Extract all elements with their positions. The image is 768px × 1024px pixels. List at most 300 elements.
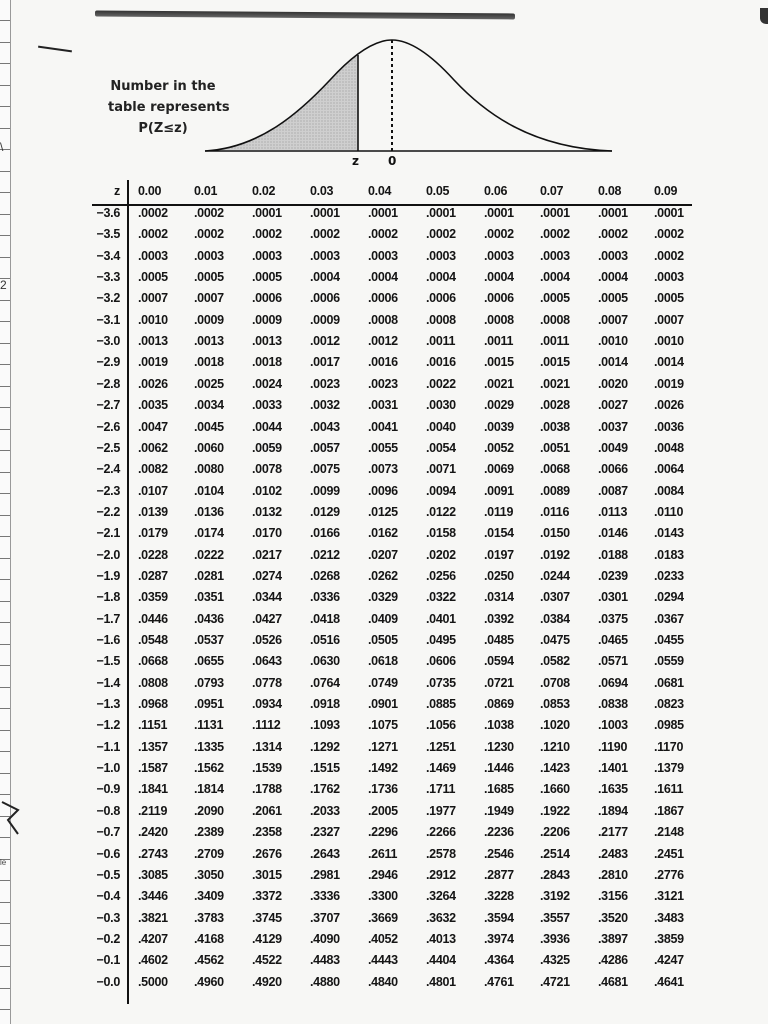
binder-tick (0, 558, 10, 559)
table-cell: .3228 (484, 889, 514, 904)
table-cell: .0582 (540, 654, 570, 669)
table-cell: .0951 (194, 697, 224, 712)
row-z-value: −2.2 (96, 504, 120, 519)
table-cell: .2327 (310, 825, 340, 840)
table-cell: .0104 (194, 483, 224, 498)
table-cell: .3409 (194, 889, 224, 904)
table-cell: .0239 (598, 568, 628, 583)
table-cell: .0019 (654, 376, 684, 391)
table-cell: .0049 (598, 440, 628, 455)
table-cell: .1335 (194, 739, 224, 754)
table-cell: .1210 (540, 739, 570, 754)
table-cell: .0002 (138, 227, 168, 242)
table-cell: .0024 (252, 376, 282, 391)
shaded-area (215, 55, 358, 150)
table-cell: .0003 (598, 248, 628, 263)
table-cell: .0505 (368, 633, 398, 647)
table-cell: .2236 (484, 825, 514, 840)
row-z-value: −0.4 (96, 889, 120, 904)
table-cell: .0139 (138, 504, 168, 519)
table-cell: .0007 (194, 291, 224, 306)
binder-tick (0, 407, 10, 408)
table-cell: .0329 (368, 590, 398, 605)
table-cell: .0217 (252, 547, 282, 562)
table-cell: .0060 (194, 440, 224, 455)
table-cell: .0001 (368, 206, 398, 220)
table-cell: .0548 (138, 633, 168, 647)
table-cell: .0023 (368, 376, 398, 391)
table-cell: .0721 (484, 675, 514, 690)
table-cell: .2981 (310, 867, 340, 882)
table-cell: .0052 (484, 440, 514, 455)
table-cell: .0004 (598, 270, 628, 285)
table-cell: .1814 (194, 782, 224, 797)
table-cell: .3557 (540, 910, 570, 925)
binder-tick (0, 493, 10, 494)
binder-tick (0, 321, 10, 322)
table-cell: .0013 (252, 334, 282, 349)
table-cell: .0192 (540, 547, 570, 562)
table-cell: .3821 (138, 910, 168, 925)
table-cell: .0023 (310, 376, 340, 391)
row-z-value: −3.2 (96, 291, 120, 306)
row-z-value: −3.1 (96, 312, 120, 327)
row-z-value: −2.6 (96, 419, 120, 434)
row-z-value: −1.3 (96, 697, 120, 712)
table-cell: .0007 (138, 291, 168, 306)
table-cell: .0018 (252, 355, 282, 370)
table-cell: .3192 (540, 889, 570, 904)
table-cell: .3669 (368, 910, 398, 925)
table-cell: .2119 (138, 803, 168, 818)
table-cell: .4325 (540, 953, 570, 968)
table-cell: .0202 (426, 547, 456, 562)
table-cell: .2611 (368, 846, 398, 861)
table-cell: .3446 (138, 889, 168, 904)
table-cell: .0001 (598, 206, 628, 220)
table-cell: .2843 (540, 867, 570, 882)
table-cell: .0170 (252, 526, 282, 541)
column-header: 0.02 (252, 184, 276, 198)
table-cell: .0075 (310, 462, 340, 477)
table-cell: .0006 (252, 291, 282, 306)
table-cell: .0166 (310, 526, 340, 541)
table-cell: .2810 (598, 867, 628, 882)
row-z-value: −0.2 (96, 931, 120, 946)
column-header: 0.06 (484, 184, 508, 198)
table-cell: .3974 (484, 931, 514, 946)
table-cell: .0011 (426, 334, 456, 349)
table-cell: .0281 (194, 568, 224, 583)
table-cell: .2061 (252, 803, 282, 818)
table-cell: .0793 (194, 675, 224, 690)
table-cell: .0495 (426, 633, 456, 647)
table-cell: .0054 (426, 440, 456, 455)
table-cell: .1711 (426, 782, 456, 797)
table-cell: .1357 (138, 739, 168, 754)
table-cell: .0029 (484, 398, 514, 413)
table-cell: .2177 (598, 825, 628, 840)
table-cell: .1949 (484, 803, 514, 818)
table-cell: .3050 (194, 867, 224, 882)
table-cell: .0028 (540, 398, 570, 413)
table-cell: .0188 (598, 547, 628, 562)
table-cell: .4364 (484, 953, 514, 968)
table-cell: .2676 (252, 846, 282, 861)
table-cell: .0010 (654, 334, 684, 349)
table-cell: .3897 (598, 931, 628, 946)
table-cell: .0021 (484, 376, 514, 391)
table-cell: .0322 (426, 590, 456, 605)
table-cell: .0003 (138, 248, 168, 263)
table-cell: .0918 (310, 697, 340, 712)
table-cell: .0004 (426, 270, 456, 285)
table-cell: .0212 (310, 547, 340, 562)
table-cell: .0002 (138, 206, 168, 220)
table-cell: .4801 (426, 974, 456, 989)
table-cell: .4960 (194, 974, 224, 989)
table-cell: .1003 (598, 718, 628, 733)
table-cell: .0708 (540, 675, 570, 690)
row-z-value: −0.8 (96, 803, 120, 818)
table-cell: .0004 (484, 270, 514, 285)
table-cell: .0008 (426, 312, 456, 327)
row-z-value: −1.2 (96, 718, 120, 733)
table-cell: .3156 (598, 889, 628, 904)
table-cell: .0359 (138, 590, 168, 605)
table-cell: .0014 (654, 355, 684, 370)
table-cell: .0036 (654, 419, 684, 434)
table-cell: .4602 (138, 953, 168, 968)
table-cell: .0455 (654, 633, 684, 647)
table-cell: .0853 (540, 697, 570, 712)
binder-tick (0, 515, 10, 516)
binder-tick (0, 622, 10, 623)
table-cell: .0162 (368, 526, 398, 541)
table-cell: .0446 (138, 611, 168, 626)
table-cell: .0244 (540, 568, 570, 583)
table-cell: .0250 (484, 568, 514, 583)
table-cell: .0041 (368, 419, 398, 434)
row-z-value: −1.6 (96, 633, 120, 647)
table-cell: .3707 (310, 910, 340, 925)
row-z-value: −0.5 (96, 867, 120, 882)
table-cell: .3264 (426, 889, 456, 904)
table-cell: .0014 (598, 355, 628, 370)
table-cell: .0019 (138, 355, 168, 370)
table-cell: .4129 (252, 931, 282, 946)
table-cell: .2358 (252, 825, 282, 840)
column-header: 0.00 (138, 184, 162, 198)
table-cell: .2912 (426, 867, 456, 882)
row-z-value: −0.7 (96, 825, 120, 840)
row-z-value: −0.1 (96, 953, 120, 968)
table-cell: .0002 (654, 248, 684, 263)
table-cell: .0968 (138, 697, 168, 712)
table-cell: .0351 (194, 590, 224, 605)
table-z-divider (127, 180, 129, 1004)
row-z-value: −2.3 (96, 483, 120, 498)
table-cell: .4562 (194, 953, 224, 968)
table-cell: .2643 (310, 846, 340, 861)
row-z-value: −2.1 (96, 526, 120, 541)
table-cell: .1075 (368, 718, 398, 733)
row-z-value: −0.0 (96, 974, 120, 989)
table-cell: .0057 (310, 440, 340, 455)
table-cell: .0002 (194, 227, 224, 242)
table-cell: .0026 (654, 398, 684, 413)
table-cell: .0146 (598, 526, 628, 541)
table-cell: .4641 (654, 974, 684, 989)
table-cell: .4483 (310, 953, 340, 968)
column-header: 0.05 (426, 184, 450, 198)
table-cell: .4052 (368, 931, 398, 946)
margin-sketch (0, 800, 22, 840)
table-cell: .0129 (310, 504, 340, 519)
table-cell: .1894 (598, 803, 628, 818)
table-cell: .1131 (194, 718, 224, 733)
table-cell: .1611 (654, 782, 684, 797)
table-cell: .0039 (484, 419, 514, 434)
row-z-value: −3.0 (96, 334, 120, 349)
table-cell: .0073 (368, 462, 398, 477)
table-cell: .0122 (426, 504, 456, 519)
table-cell: .0094 (426, 483, 456, 498)
row-z-value: −1.9 (96, 568, 120, 583)
table-cell: .0418 (310, 611, 340, 626)
table-cell: .0618 (368, 654, 398, 669)
table-cell: .0002 (484, 227, 514, 242)
table-cell: .0064 (654, 462, 684, 477)
table-cell: .3372 (252, 889, 282, 904)
binder-tick (0, 472, 10, 473)
table-cell: .4721 (540, 974, 570, 989)
table-cell: .0681 (654, 675, 684, 690)
table-cell: .5000 (138, 974, 168, 989)
binder-tick (0, 773, 10, 774)
table-cell: .0885 (426, 697, 456, 712)
table-cell: .1251 (426, 739, 456, 754)
row-z-value: −0.6 (96, 846, 120, 861)
binder-tick (0, 300, 10, 301)
table-cell: .1492 (368, 761, 398, 776)
table-cell: .3121 (654, 889, 684, 904)
table-cell: .0034 (194, 398, 224, 413)
table-cell: .0015 (484, 355, 514, 370)
table-cell: .0006 (368, 291, 398, 306)
table-cell: .0084 (654, 483, 684, 498)
table-cell: .0005 (540, 291, 570, 306)
row-z-value: −3.3 (96, 270, 120, 285)
table-cell: .0047 (138, 419, 168, 434)
table-cell: .0002 (426, 227, 456, 242)
table-cell: .3300 (368, 889, 398, 904)
table-cell: .0080 (194, 462, 224, 477)
table-cell: .0287 (138, 568, 168, 583)
table-cell: .2206 (540, 825, 570, 840)
table-cell: .4443 (368, 953, 398, 968)
row-z-value: −2.4 (96, 462, 120, 477)
table-cell: .0082 (138, 462, 168, 477)
table-cell: .0392 (484, 611, 514, 626)
binder-tick (0, 579, 10, 580)
table-cell: .0010 (138, 312, 168, 327)
table-cell: .0003 (194, 248, 224, 263)
table-cell: .0778 (252, 675, 282, 690)
table-cell: .0015 (540, 355, 570, 370)
table-cell: .0013 (138, 334, 168, 349)
table-cell: .0655 (194, 654, 224, 669)
table-cell: .0003 (368, 248, 398, 263)
table-cell: .2296 (368, 825, 398, 840)
binder-tick (0, 880, 10, 881)
table-cell: .0001 (426, 206, 456, 220)
table-cell: .0035 (138, 398, 168, 413)
table-cell: .0078 (252, 462, 282, 477)
table-cell: .0764 (310, 675, 340, 690)
table-cell: .0222 (194, 547, 224, 562)
table-cell: .0228 (138, 547, 168, 562)
table-cell: .0823 (654, 697, 684, 712)
table-cell: .0005 (654, 291, 684, 306)
row-z-value: −3.4 (96, 248, 120, 263)
table-cell: .1539 (252, 761, 282, 776)
table-cell: .0294 (654, 590, 684, 605)
table-cell: .0043 (310, 419, 340, 434)
table-cell: .3015 (252, 867, 282, 882)
table-cell: .0003 (310, 248, 340, 263)
table-cell: .0197 (484, 547, 514, 562)
table-cell: .0143 (654, 526, 684, 541)
table-cell: .0011 (540, 334, 570, 349)
table-cell: .0016 (368, 355, 398, 370)
table-cell: .0384 (540, 611, 570, 626)
binder-tick (0, 751, 10, 752)
table-cell: .0154 (484, 526, 514, 541)
table-cell: .2514 (540, 846, 570, 861)
margin-fragment: 2 (0, 278, 7, 292)
table-cell: .0007 (654, 312, 684, 327)
table-cell: .1020 (540, 718, 570, 733)
table-cell: .4522 (252, 953, 282, 968)
table-cell: .0026 (138, 376, 168, 391)
table-cell: .0001 (252, 206, 282, 220)
table-cell: .0985 (654, 718, 684, 733)
column-header: 0.07 (540, 184, 564, 198)
table-cell: .0008 (484, 312, 514, 327)
table-cell: .1685 (484, 782, 514, 797)
table-cell: .0174 (194, 526, 224, 541)
table-cell: .0033 (252, 398, 282, 413)
binder-tick (0, 343, 10, 344)
table-cell: .0008 (368, 312, 398, 327)
table-cell: .0375 (598, 611, 628, 626)
table-cell: .1635 (598, 782, 628, 797)
table-cell: .0062 (138, 440, 168, 455)
table-cell: .3859 (654, 931, 684, 946)
table-cell: .0022 (426, 376, 456, 391)
column-header: 0.03 (310, 184, 334, 198)
table-cell: .1922 (540, 803, 570, 818)
table-cell: .0735 (426, 675, 456, 690)
binder-tick (0, 601, 10, 602)
table-cell: .2709 (194, 846, 224, 861)
table-cell: .2578 (426, 846, 456, 861)
table-cell: .0107 (138, 483, 168, 498)
table-cell: .1762 (310, 782, 340, 797)
table-cell: .0268 (310, 568, 340, 583)
table-cell: .0314 (484, 590, 514, 605)
table-cell: .0630 (310, 654, 340, 669)
table-cell: .0001 (540, 206, 570, 220)
binder-tick (0, 235, 10, 236)
table-cell: .0007 (598, 312, 628, 327)
table-cell: .4681 (598, 974, 628, 989)
table-cell: .1230 (484, 739, 514, 754)
table-cell: .3632 (426, 910, 456, 925)
curve-z-label: z (352, 154, 359, 168)
table-cell: .4090 (310, 931, 340, 946)
row-z-value: −1.7 (96, 611, 120, 626)
binder-tick (0, 923, 10, 924)
table-cell: .0559 (654, 654, 684, 669)
row-z-value: −2.7 (96, 398, 120, 413)
table-cell: .0401 (426, 611, 456, 626)
table-cell: .0030 (426, 398, 456, 413)
table-cell: .1170 (654, 739, 684, 754)
table-cell: .0002 (654, 227, 684, 242)
table-cell: .2090 (194, 803, 224, 818)
table-cell: .0003 (426, 248, 456, 263)
table-cell: .0119 (484, 504, 514, 519)
table-cell: .0005 (194, 270, 224, 285)
table-cell: .0002 (252, 227, 282, 242)
table-cell: .0409 (368, 611, 398, 626)
table-cell: .0838 (598, 697, 628, 712)
table-cell: .0668 (138, 654, 168, 669)
table-cell: .3520 (598, 910, 628, 925)
table-cell: .0017 (310, 355, 340, 370)
table-cell: .0048 (654, 440, 684, 455)
table-cell: .0071 (426, 462, 456, 477)
table-cell: .0465 (598, 633, 628, 647)
table-cell: .0256 (426, 568, 456, 583)
table-cell: .0301 (598, 590, 628, 605)
row-z-value: −1.4 (96, 675, 120, 690)
margin-fragment: \ (0, 140, 4, 154)
table-cell: .0475 (540, 633, 570, 647)
binder-tick (0, 1009, 10, 1010)
table-cell: .0003 (252, 248, 282, 263)
table-cell: .0096 (368, 483, 398, 498)
table-cell: .1112 (252, 718, 281, 733)
table-cell: .2546 (484, 846, 514, 861)
row-z-value: −3.6 (96, 206, 120, 220)
table-cell: .3336 (310, 889, 340, 904)
table-cell: .0059 (252, 440, 282, 455)
table-cell: .0207 (368, 547, 398, 562)
table-cell: .0027 (598, 398, 628, 413)
table-cell: .0021 (540, 376, 570, 391)
table-cell: .0032 (310, 398, 340, 413)
table-cell: .0427 (252, 611, 282, 626)
caption-line-3: P(Z≤z) (138, 121, 188, 136)
table-cell: .0004 (310, 270, 340, 285)
header-z: z (114, 184, 120, 198)
table-cell: .0038 (540, 419, 570, 434)
table-cell: .0003 (484, 248, 514, 263)
table-cell: .0934 (252, 697, 282, 712)
